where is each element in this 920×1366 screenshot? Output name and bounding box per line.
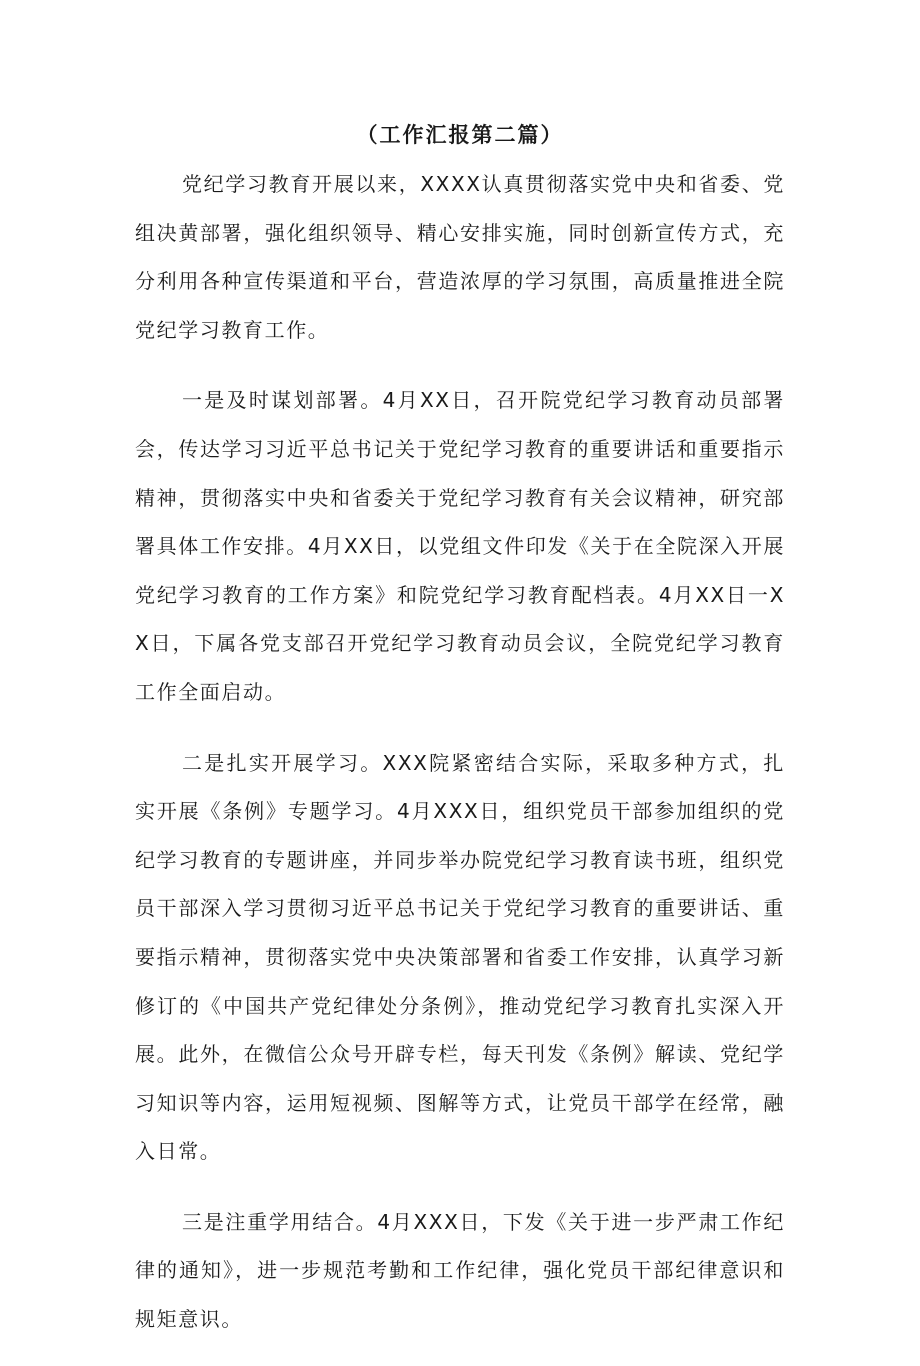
paragraph-application: 三是注重学用结合。4月XXX日，下发《关于进一步严肃工作纪律的通知》，进一步规范考勤和工作纪律，强化党员干部纪律意识和规矩意识。: [135, 1209, 785, 1332]
paragraph-intro: 党纪学习教育开展以来，XXXX认真贯彻落实党中央和省委、党组决黄部署，强化组织领导、精心安排实施，同时创新宣传方式，充分利用各种宣传渠道和平台，营造浓厚的学习氛围，高质量推进全院党纪学习教育工作。: [135, 172, 785, 342]
document-title: （工作汇报第二篇）: [356, 123, 564, 147]
paragraph-study: 二是扎实开展学习。XXX院紧密结合实际，采取多种方式，扎实开展《条例》专题学习。4月XXX日，组织党员干部参加组织的党纪学习教育的专题讲座，并同步举办院党纪学习教育读书班，组织党员干部深入学习贯彻习近平总书记关于党纪学习教育的重要讲话、重要指示精神，贯彻落实党中央决策部署和省委工作安排，认真学习新修订的《中国共产党纪律处分条例》，推动党纪学习教育扎实深入开展。此外，在微信公众号开辟专栏，每天刊发《条例》解读、党纪学习知识等内容，运用短视频、图解等方式，让党员干部学在经常，融入日常。: [135, 750, 785, 1164]
document-body: [135, 160, 785, 1366]
paragraph-planning: 一是及时谋划部署。4月XX日，召开院党纪学习教育动员部署会，传达学习习近平总书记关于党纪学习教育的重要讲话和重要指示精神，贯彻落实中央和省委关于党纪学习教育有关会议精神，研究部署具体工作安排。4月XX日，以党组文件印发《关于在全院深入开展党纪学习教育的工作方案》和院党纪学习教育配档表。4月XX日一XX日，下属各党支部召开党纪学习教育动员会议，全院党纪学习教育工作全面启动。: [135, 388, 785, 704]
